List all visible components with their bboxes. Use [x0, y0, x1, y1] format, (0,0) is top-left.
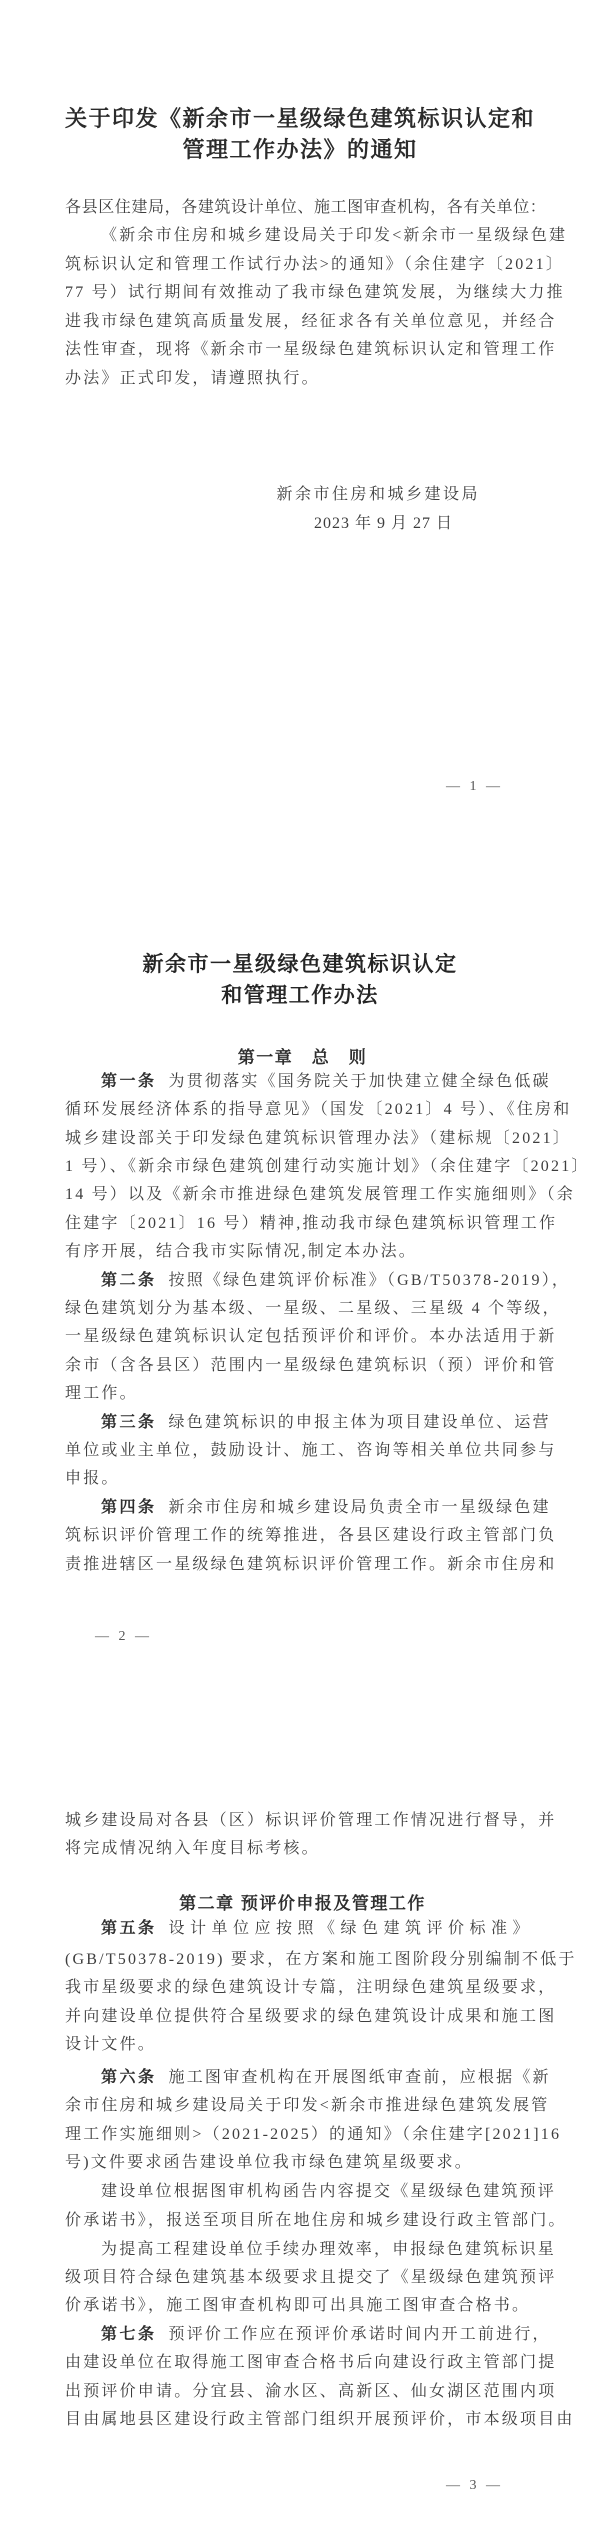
article-7-label: 第七条 [101, 2326, 157, 2343]
article-2-line [65, 1271, 571, 1291]
article-1-line: 循环发展经济体系的指导意见》（国发〔2021〕4 号）、《住房和 [65, 1101, 572, 1118]
article-5-label: 第五条 [101, 1920, 157, 1937]
issuing-authority: 新余市住房和城乡建设局 [276, 486, 480, 503]
article-4-line [65, 1498, 551, 1518]
article-1-line: 城乡建设部关于印发绿色建筑标识管理办法》（建标规〔2021〕 [65, 1130, 572, 1147]
article-2-text: 按照《绿色建筑评价标准》（GB/T50378-2019）， [168, 1272, 571, 1289]
article-7-text: 预评价工作应在预评价承诺时间内开工前进行， [168, 2326, 551, 2343]
article-3-line: 申报。 [65, 1470, 120, 1487]
article-6-line [65, 2068, 551, 2088]
article-6-para-line: 建设单位根据图审机构函告内容提交《星级绿色建筑预评 [101, 2183, 557, 2200]
notice-body-line: 进我市绿色建筑高质量发展，经征求各有关单位意见，并经合 [65, 313, 557, 330]
article-7-line: 出预评价申请。分宜县、渝水区、高新区、仙女湖区范围内项 [65, 2383, 557, 2400]
article-6-para-line: 为提高工程建设单位手续办理效率，申报绿色建筑标识星 [101, 2241, 557, 2258]
article-5-text: 设计单位应按照《绿色建筑评价标准》 [168, 1920, 535, 1937]
article-1-line: 14 号）以及《新余市推进绿色建筑发展管理工作实施细则》（余 [65, 1186, 576, 1203]
article-6-label: 第六条 [101, 2069, 157, 2086]
notice-title-line-1: 关于印发《新余市一星级绿色建筑标识认定和 [64, 106, 535, 131]
measure-title-line-1: 新余市一星级绿色建筑标识认定 [142, 953, 458, 976]
article-6-para-line: 价承诺书》，施工图审查机构即可出具施工图审查合格书。 [65, 2297, 531, 2314]
page-number-1: — 1 — [446, 779, 503, 794]
notice-salutation: 各县区住建局，各建筑设计单位、施工图审查机构，各有关单位： [65, 199, 547, 216]
measure-title-line-2: 和管理工作办法 [221, 984, 379, 1007]
article-3-text: 绿色建筑标识的申报主体为项目建设单位、运营 [168, 1414, 551, 1431]
article-3-label: 第三条 [101, 1414, 157, 1431]
notice-body-line: 法性审查，现将《新余市一星级绿色建筑标识认定和管理工作 [65, 341, 557, 358]
article-3-line: 单位或业主单位，鼓励设计、施工、咨询等相关单位共同参与 [65, 1442, 557, 1459]
article-2-line: 绿色建筑划分为基本级、一星级、二星级、三星级 4 个等级， [65, 1300, 561, 1317]
article-1-text: 为贯彻落实《国务院关于加快建立健全绿色低碳 [168, 1073, 551, 1090]
article-4-text: 新余市住房和城乡建设局负责全市一星级绿色建 [168, 1499, 551, 1516]
article-1-line: 1 号）、《新余市绿色建筑创建行动实施计划》（余住建字〔2021〕 [65, 1158, 590, 1175]
article-1-line [65, 1072, 551, 1092]
article-4-line: 筑标识评价管理工作的统筹推进，各县区建设行政主管部门负 [65, 1527, 557, 1544]
article-5-line: 并向建设单位提供符合星级要求的绿色建筑设计成果和施工图 [65, 2008, 557, 2025]
article-6-line: 号)文件要求函告建设单位我市绿色建筑星级要求。 [65, 2154, 473, 2171]
article-4-label: 第四条 [101, 1499, 157, 1516]
article-7-line: 由建设单位在取得施工图审查合格书后向建设行政主管部门提 [65, 2354, 557, 2371]
article-6-para-line: 级项目符合绿色建筑基本级要求且提交了《星级绿色建筑预评 [65, 2269, 557, 2286]
chapter-1-heading: 第一章 总 则 [237, 1048, 368, 1067]
notice-body-line: 筑标识认定和管理工作试行办法>的通知》（余住建字〔2021〕 [65, 256, 565, 273]
article-7-line: 目由属地县区建设行政主管部门组织开展预评价，市本级项目由 [65, 2411, 575, 2428]
article-4-continuation-line: 将完成情况纳入年度目标考核。 [65, 1840, 320, 1857]
article-2-line: 一星级绿色建筑标识认定包括预评价和评价。本办法适用于新 [65, 1328, 557, 1345]
issue-date: 2023 年 9 月 27 日 [313, 515, 453, 532]
article-5-line [65, 1919, 540, 1939]
page-number-3: — 3 — [446, 2478, 503, 2493]
article-2-line: 理工作。 [65, 1385, 138, 1402]
article-7-line [65, 2325, 551, 2345]
article-1-label: 第一条 [101, 1073, 157, 1090]
notice-body-line: 《新余市住房和城乡建设局关于印发<新余市一星级绿色建 [101, 227, 568, 244]
article-6-line: 理工作实施细则>（2021-2025）的通知》（余住建字[2021]16 [65, 2126, 562, 2143]
notice-body-line: 77 号）试行期间有效推动了我市绿色建筑发展，为继续大力推 [65, 284, 565, 301]
article-6-para-line: 价承诺书》，报送至项目所在地住房和城乡建设行政主管部门。 [65, 2212, 567, 2229]
chapter-2-heading: 第二章 预评价申报及管理工作 [179, 1894, 426, 1913]
article-5-line: (GB/T50378-2019) 要求，在方案和施工图阶段分别编制不低于 [65, 1951, 577, 1968]
notice-body-line: 办法》正式印发，请遵照执行。 [65, 370, 320, 387]
article-2-label: 第二条 [101, 1272, 157, 1289]
notice-title-line-2: 管理工作办法》的通知 [182, 137, 418, 162]
article-4-continuation-line: 城乡建设局对各县（区）标识评价管理工作情况进行督导，并 [65, 1812, 557, 1829]
article-3-line [65, 1413, 551, 1433]
article-5-line: 设计文件。 [65, 2036, 157, 2053]
article-4-line: 责推进辖区一星级绿色建筑标识评价管理工作。新余市住房和 [65, 1556, 557, 1573]
article-6-text: 施工图审查机构在开展图纸审查前，应根据《新 [168, 2069, 551, 2086]
article-1-line: 有序开展，结合我市实际情况,制定本办法。 [65, 1243, 418, 1260]
page-number-2: — 2 — [95, 1629, 152, 1644]
article-1-line: 住建字〔2021〕16 号）精神,推动我市绿色建筑标识管理工作 [65, 1215, 558, 1232]
article-5-line: 我市星级要求的绿色建筑设计专篇，注明绿色建筑星级要求， [65, 1979, 557, 1996]
article-6-line: 余市住房和城乡建设局关于印发<新余市推进绿色建筑发展管 [65, 2097, 550, 2114]
article-2-line: 余市（含各县区）范围内一星级绿色建筑标识（预）评价和管 [65, 1357, 557, 1374]
